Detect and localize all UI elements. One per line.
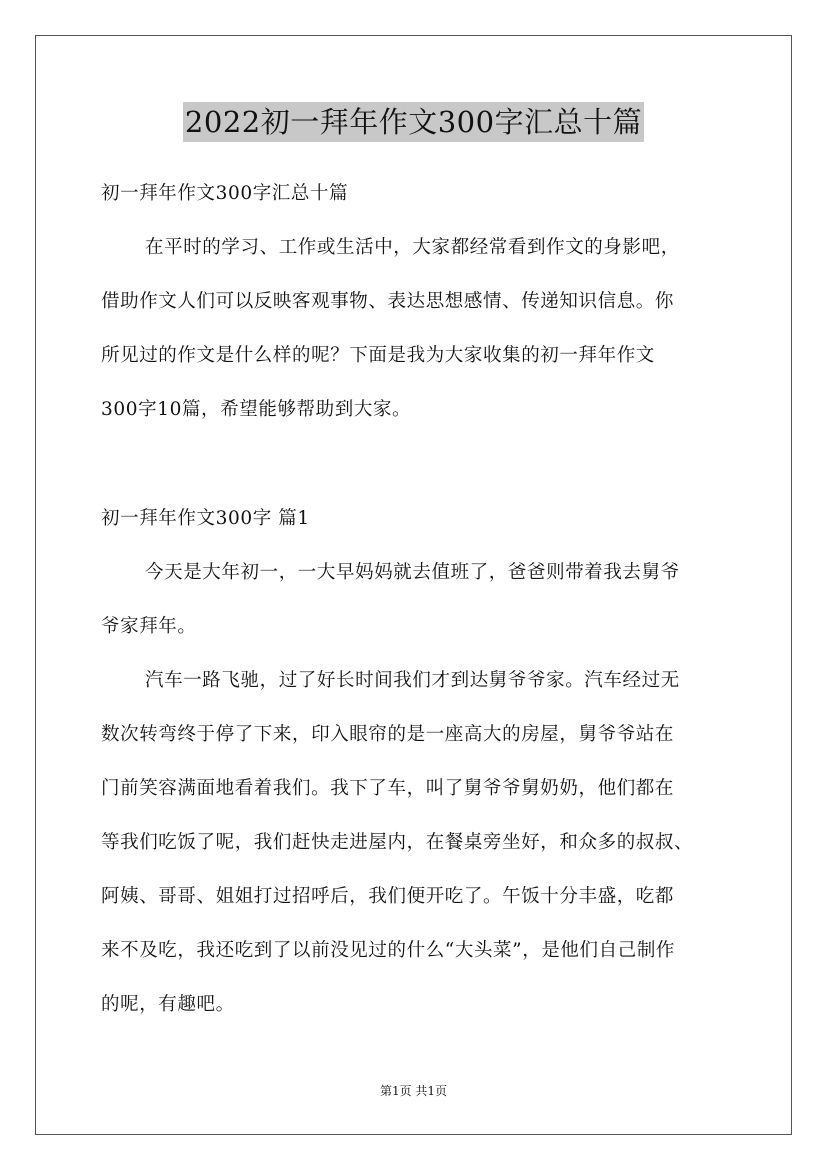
paragraph1-line-2: 爷家拜年。 <box>101 616 197 637</box>
paragraph2-line-7: 的呢，有趣吧。 <box>101 994 235 1015</box>
paragraph1-line-1: 今天是大年初一，一大早妈妈就去值班了，爸爸则带着我去舅爷 <box>145 562 680 583</box>
intro-line-4: 300字10篇，希望能够帮助到大家。 <box>101 399 412 420</box>
intro-line-1: 在平时的学习、工作或生活中，大家都经常看到作文的身影吧， <box>145 237 680 258</box>
paragraph2-line-6: 来不及吃，我还吃到了以前没见过的什么“大头菜”，是他们自己制作 <box>101 940 676 961</box>
paragraph2-line-3: 门前笑容满面地看着我们。我下了车，叫了舅爷爷舅奶奶，他们都在 <box>101 778 675 799</box>
paragraph2-line-4: 等我们吃饭了呢，我们赶快走进屋内，在餐桌旁坐好，和众多的叔叔、 <box>101 832 694 853</box>
paragraph2-line-5: 阿姨、哥哥、姐姐打过招呼后，我们便开吃了。午饭十分丰盛，吃都 <box>101 886 675 907</box>
page-footer: 第1页 共1页 <box>379 1084 448 1098</box>
paragraph2-line-1: 汽车一路飞驰，过了好长时间我们才到达舅爷爷家。汽车经过无 <box>145 670 680 691</box>
title-container <box>0 102 827 142</box>
intro-line-3: 所见过的作文是什么样的呢？下面是我为大家收集的初一拜年作文 <box>101 345 655 366</box>
section-heading: 初一拜年作文300字 篇1 <box>101 508 310 529</box>
document-title: 2022初一拜年作文300字汇总十篇 <box>183 102 644 142</box>
intro-line-2: 借助作文人们可以反映客观事物、表达思想感情、传递知识信息。你 <box>101 291 675 312</box>
paragraph2-line-2: 数次转弯终于停了下来，印入眼帘的是一座高大的房屋，舅爷爷站在 <box>101 724 675 745</box>
document-subtitle: 初一拜年作文300字汇总十篇 <box>101 183 349 204</box>
